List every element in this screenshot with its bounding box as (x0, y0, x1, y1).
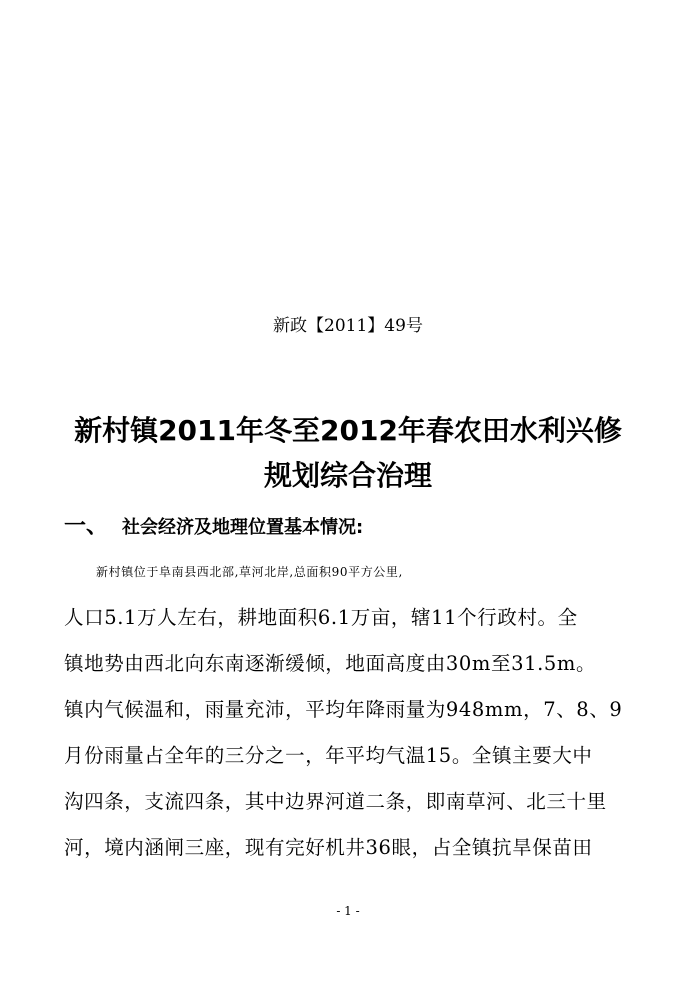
document-title-line-1 (0, 413, 696, 449)
section-heading-text: 社会经济及地理位置基本情况: (122, 517, 364, 538)
paragraph-line: 新村镇位于阜南县西北部,草河北岸,总面积90平方公里, (96, 565, 403, 579)
paragraph-line: 镇地势由西北向东南逐渐缓倾，地面高度由30m至31.5m。 (64, 652, 597, 675)
section-number: 一、 (64, 514, 109, 539)
title-text: 新村镇2011年冬至2012年春农田水利兴修 (74, 414, 622, 447)
paragraph-line: 沟四条，支流四条，其中边界河道二条，即南草河、北三十里 (64, 790, 607, 813)
paragraph-line: 人口5.1万人左右，耕地面积6.1万亩，辖11个行政村。全 (64, 606, 578, 629)
page-number: - 1 - (336, 904, 360, 918)
paragraph-line: 河，境内涵闸三座，现有完好机井36眼，占全镇抗旱保苗田 (64, 836, 593, 859)
title-text: 规划综合治理 (263, 459, 432, 492)
document-title-line-2 (0, 458, 696, 494)
section-heading (64, 512, 363, 543)
paragraph-line: 镇内气候温和，雨量充沛，平均年降雨量为948mm，7、8、9 (64, 698, 623, 721)
document-number: 新政【2011】49号 (273, 316, 423, 336)
paragraph-line: 月份雨量占全年的三分之一，年平均气温15。全镇主要大中 (64, 744, 593, 767)
